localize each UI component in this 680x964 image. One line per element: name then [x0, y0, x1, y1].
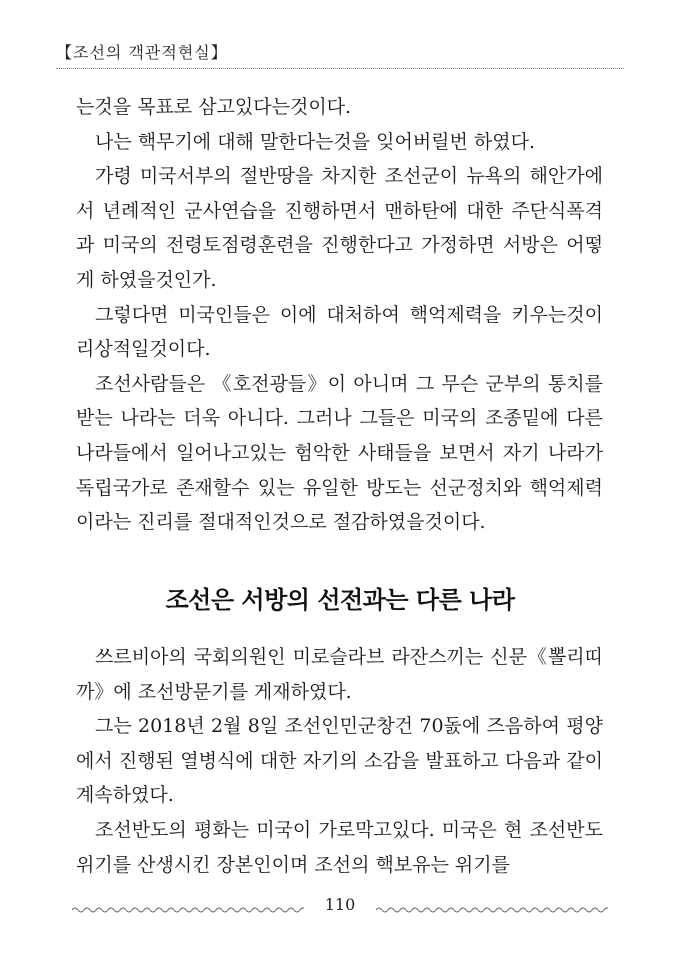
paragraph: 쓰르비아의 국회의원인 미로슬라브 라잔스끼는 신문《뽈리띠까》에 조선방문기를 게재하였다.	[76, 646, 603, 703]
paragraph: 그는 2018년 2월 8일 조선인민군창건 70돐에 즈음하여 평양에서 진행된 열병식에 대한 자기의 소감을 발표하고 다음과 같이 계속하였다.	[76, 715, 603, 807]
paragraph: 조선사람들은 《호전광들》이 아니며 그 무슨 군부의 통치를 받는 나라는 더욱 아니다. 그러나 그들은 미국의 조종밑에 다른 나라들에서 일어나고있는 험악한 사태들을 보면서 자기 나라가 독립국가로 존재할수 있는 유일한 방도는 선군정치와 핵억제력이라는 진리를 절대적인것으로 절감하였을것이다.	[76, 372, 603, 534]
paragraph: 가령 미국서부의 절반땅을 차지한 조선군이 뉴욕의 해안가에서 년례적인 군사연습을 진행하면서 맨하탄에 대한 주단식폭격과 미국의 전령토점령훈련을 진행한다고 가정하면 서방은 어떻게 하였을것인가.	[76, 165, 603, 291]
body-text-bottom	[76, 640, 603, 882]
page-number: 110	[324, 895, 356, 914]
running-header: 【조선의 객관적현실】	[56, 43, 228, 62]
paragraph: 조선반도의 평화는 미국이 가로막고있다. 미국은 현 조선반도위기를 산생시킨 장본인이며 조선의 핵보유는 위기를	[76, 818, 603, 876]
paragraph: 그렇다면 미국인들은 이에 대처하여 핵억제력을 키우는것이 리상적일것이다.	[76, 303, 603, 361]
header-divider	[56, 68, 624, 69]
body-text-top	[76, 90, 603, 540]
paragraph: 나는 핵무기에 대해 말한다는것을 잊어버릴번 하였다.	[95, 130, 536, 153]
paragraph: 는것을 목표로 삼고있다는것이다.	[76, 96, 352, 118]
section-title: 조선은 서방의 선전과는 다른 나라	[165, 586, 515, 614]
footer-ornament-right	[376, 906, 608, 914]
